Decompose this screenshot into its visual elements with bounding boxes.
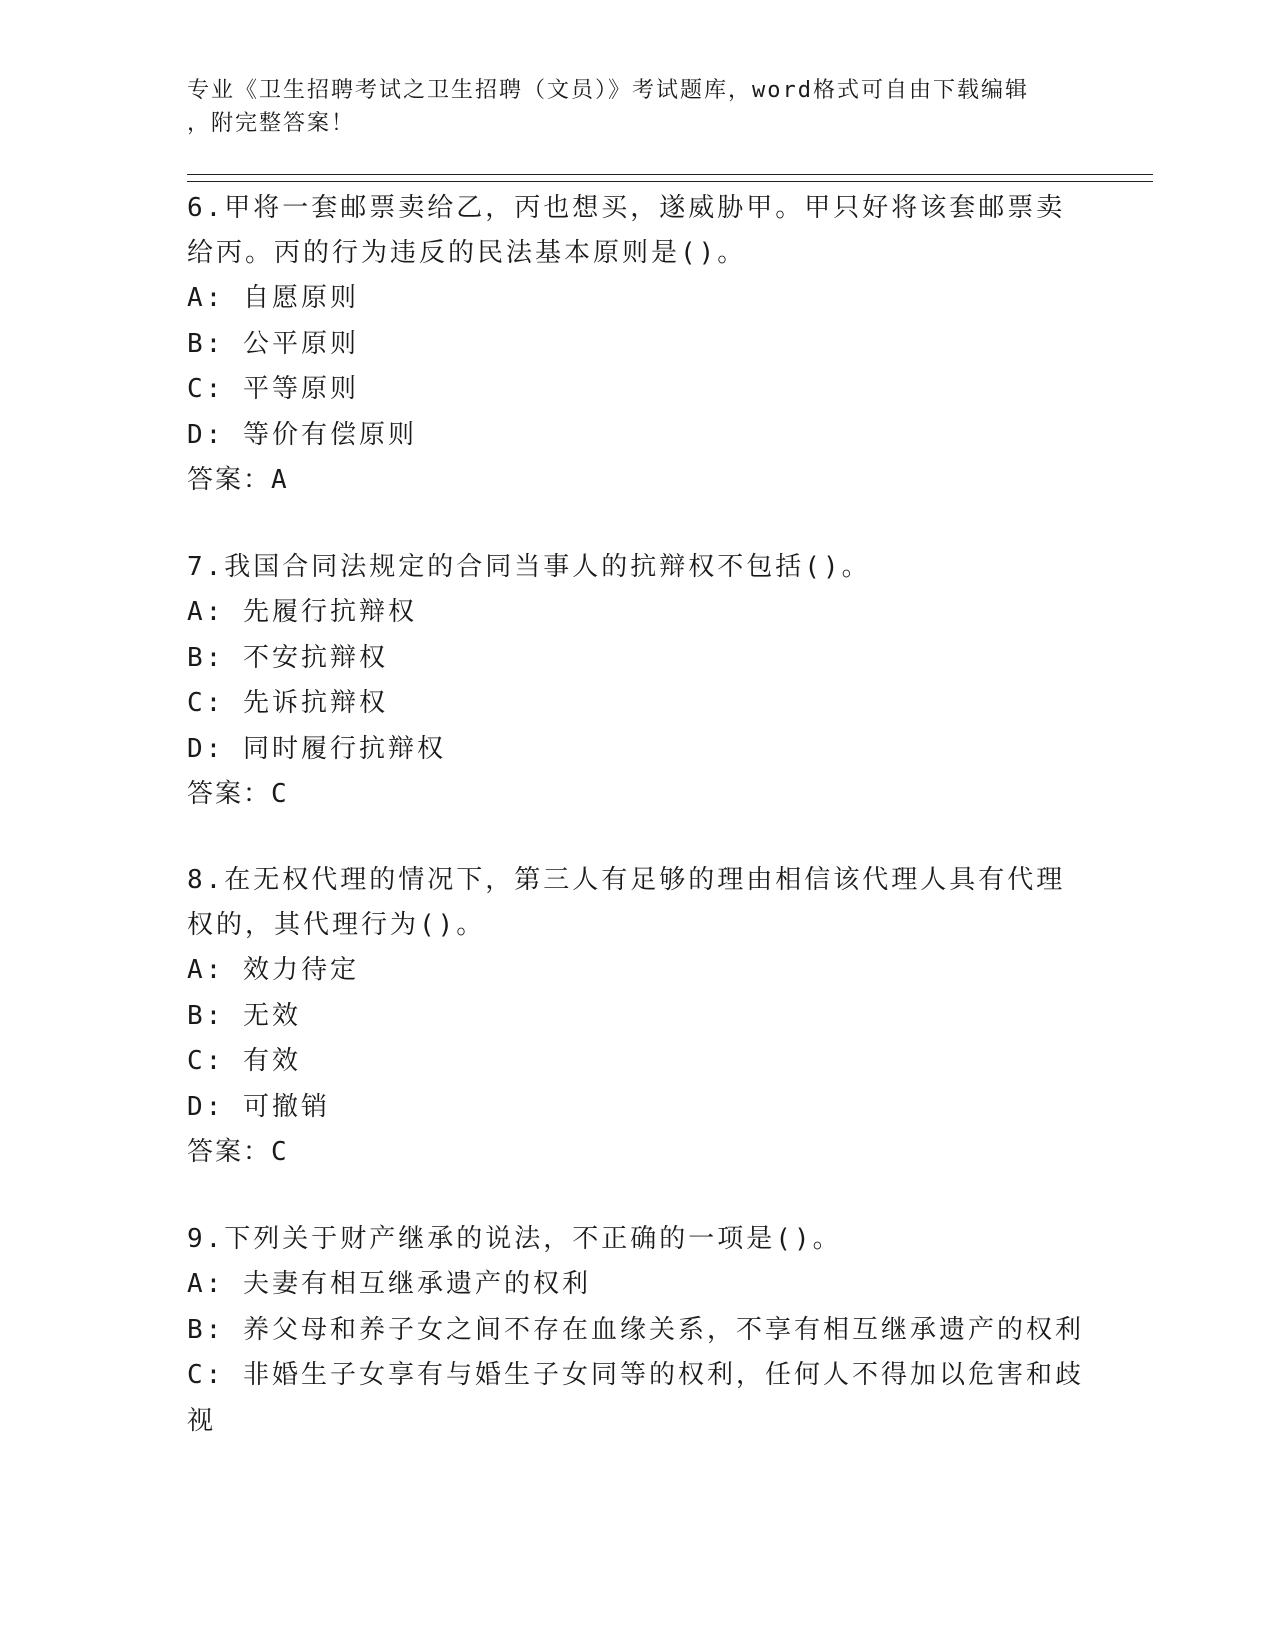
question-stem: 9.下列关于财产继承的说法，不正确的一项是()。 <box>187 1224 842 1254</box>
option-b: B: 公平原则 <box>187 328 359 359</box>
answer-label: 答案： <box>187 779 272 809</box>
option-d: D: 同时履行抗辩权 <box>187 733 446 764</box>
header-line-2: ，附完整答案！ <box>187 111 356 136</box>
question-stem: 6.甲将一套邮票卖给乙，丙也想买，遂威胁甲。甲只好将该套邮票卖 <box>187 193 1066 223</box>
question-stem: 8.在无权代理的情况下，第三人有足够的理由相信该代理人具有代理 <box>187 865 1066 895</box>
header-divider-bottom <box>187 181 1153 182</box>
answer-label: 答案： <box>187 465 272 495</box>
option-c: C: 平等原则 <box>187 374 359 404</box>
option-a: A: 效力待定 <box>187 955 359 985</box>
option-c: C: 先诉抗辩权 <box>187 688 388 718</box>
answer-value: A <box>271 465 289 495</box>
question-7 <box>187 545 1087 817</box>
option-b: B: 无效 <box>187 1000 301 1031</box>
option-c-continued: 视 <box>187 1405 217 1436</box>
option-d: D: 等价有偿原则 <box>187 419 417 450</box>
question-stem-continued: 权的，其代理行为()。 <box>187 910 486 940</box>
header-line-1: 专业《卫生招聘考试之卫生招聘（文员）》考试题库，word格式可自由下载编辑 <box>187 78 1029 103</box>
question-stem: 7.我国合同法规定的合同当事人的抗辩权不包括()。 <box>187 552 871 582</box>
answer-line <box>187 772 1087 817</box>
answer-line <box>187 458 1087 503</box>
option-b: B: 养父母和养子女之间不存在血缘关系，不享有相互继承遗产的权利 <box>187 1314 1084 1345</box>
question-9 <box>187 1217 1087 1444</box>
answer-line <box>187 1130 1087 1175</box>
answer-value: C <box>271 1137 289 1167</box>
header-divider-top <box>187 174 1153 175</box>
option-d: D: 可撤销 <box>187 1091 330 1122</box>
document-header <box>187 74 1067 140</box>
question-6 <box>187 186 1087 503</box>
option-a: A: 夫妻有相互继承遗产的权利 <box>187 1269 591 1299</box>
option-a: A: 自愿原则 <box>187 283 359 313</box>
option-a: A: 先履行抗辩权 <box>187 597 417 627</box>
option-c: C: 有效 <box>187 1046 301 1076</box>
option-c: C: 非婚生子女享有与婚生子女同等的权利，任何人不得加以危害和歧 <box>187 1360 1084 1390</box>
question-8 <box>187 858 1087 1175</box>
answer-value: C <box>271 779 289 809</box>
question-stem-continued: 给丙。丙的行为违反的民法基本原则是()。 <box>187 238 747 268</box>
option-b: B: 不安抗辩权 <box>187 642 388 673</box>
answer-label: 答案： <box>187 1137 272 1167</box>
